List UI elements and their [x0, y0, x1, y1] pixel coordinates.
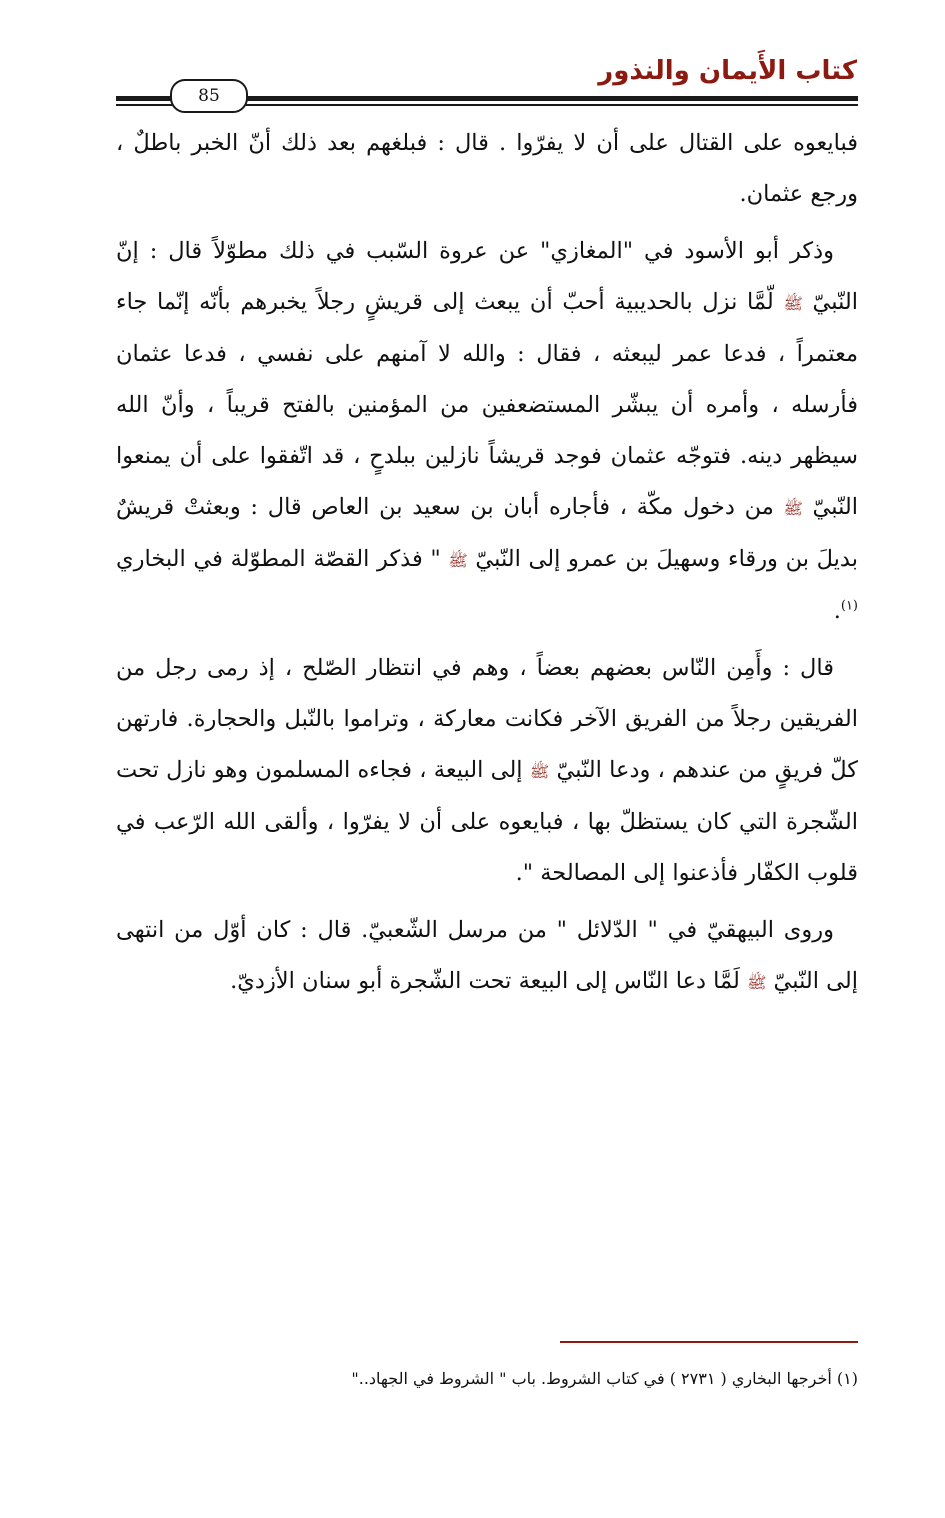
paragraph-4	[116, 905, 858, 1008]
paragraph-2	[116, 226, 858, 637]
paragraph-2-part-c: من دخول مكّة ، فأجاره أبان بن سعيد بن العاص قال : وبعثتْ قريشٌ بديلَ بن ورقاء وسهيلَ بن عمرو إلى النّبيّ	[116, 494, 858, 572]
paragraph-2-part-b: لّمَّا نزل بالحديبية أحبّ أن يبعث إلى قريشٍ رجلاً يخبرهم بأنّه إنّما جاء معتمراً ، فدعا عمر ليبعثه ، فقال : والله لا آمنهم على نفسي ، فدعا عثمان فأرسله ، وأمره أن يبشّر المستضعفين من المؤمنين بالفتح قريباً ، وأنّ الله سيظهر دينه. فتوجّه عثمان فوجد قريشاً نازلين ببلدحٍ ، قد اتّفقوا على أن يمنعوا النّبيّ	[116, 289, 858, 520]
paragraph-2-part-a: وذكر أبو الأسود في "المغازي" عن عروة السّبب في ذلك مطوّلاً قال : إنّ النّبيّ	[116, 238, 858, 315]
salutation-mark: ﷺ	[529, 762, 550, 781]
paragraph-2-end: .	[833, 598, 841, 624]
paragraph-2-part-d: " فذكر القصّة المطوّلة في البخاري	[116, 546, 441, 572]
footnote-text: (١) أخرجها البخاري ( ٢٧٣١ ) في كتاب الشروط. باب " الشروط في الجهاد.."	[351, 1369, 858, 1388]
main-text	[116, 118, 858, 1014]
salutation-mark: ﷺ	[783, 294, 803, 313]
page-number: 85	[170, 79, 248, 113]
footnote-reference[interactable]: (١)	[840, 598, 858, 614]
book-title: كتاب الأَيمان والنذور	[598, 56, 857, 86]
paragraph-3	[116, 643, 858, 899]
paragraph-1: فبايعوه على القتال على أن لا يفرّوا . قال : فبلغهم بعد ذلك أنّ الخبر باطلٌ ، ورجع عثمان.	[116, 130, 858, 207]
paragraph-4-part-b: لَمَّا دعا النّاس إلى البيعة تحت الشّجرة أبو سنان الأزديّ.	[230, 968, 740, 994]
footnote-divider	[560, 1341, 858, 1343]
paragraph-3-part-b: إلى البيعة ، فجاءه المسلمون وهو نازل تحت الشّجرة التي كان يستظلّ بها ، فبايعوه على أن لا يفرّوا ، وألقى الله الرّعب في قلوب الكفّار فأذعنوا إلى المصالحة ".	[116, 757, 858, 886]
paragraph-4-part-a: وروى البيهقيّ في " الدّلائل " من مرسل الشّعبيّ. قال : كان أوّل من انتهى إلى النّبيّ	[116, 917, 858, 994]
paragraph-3-part-a: قال : وأَمِن النّاس بعضهم بعضاً ، وهم في انتظار الصّلح ، إذ رمى رجل من الفريقين رجلاً من الفريق الآخر فكانت معاركة ، وتراموا بالنّبل والحجارة. فارتهن كلّ فريقٍ من عندهم ، ودعا النّبيّ	[116, 655, 858, 783]
salutation-mark: ﷺ	[448, 551, 468, 570]
salutation-mark: ﷺ	[783, 499, 803, 518]
salutation-mark: ﷺ	[747, 973, 767, 992]
